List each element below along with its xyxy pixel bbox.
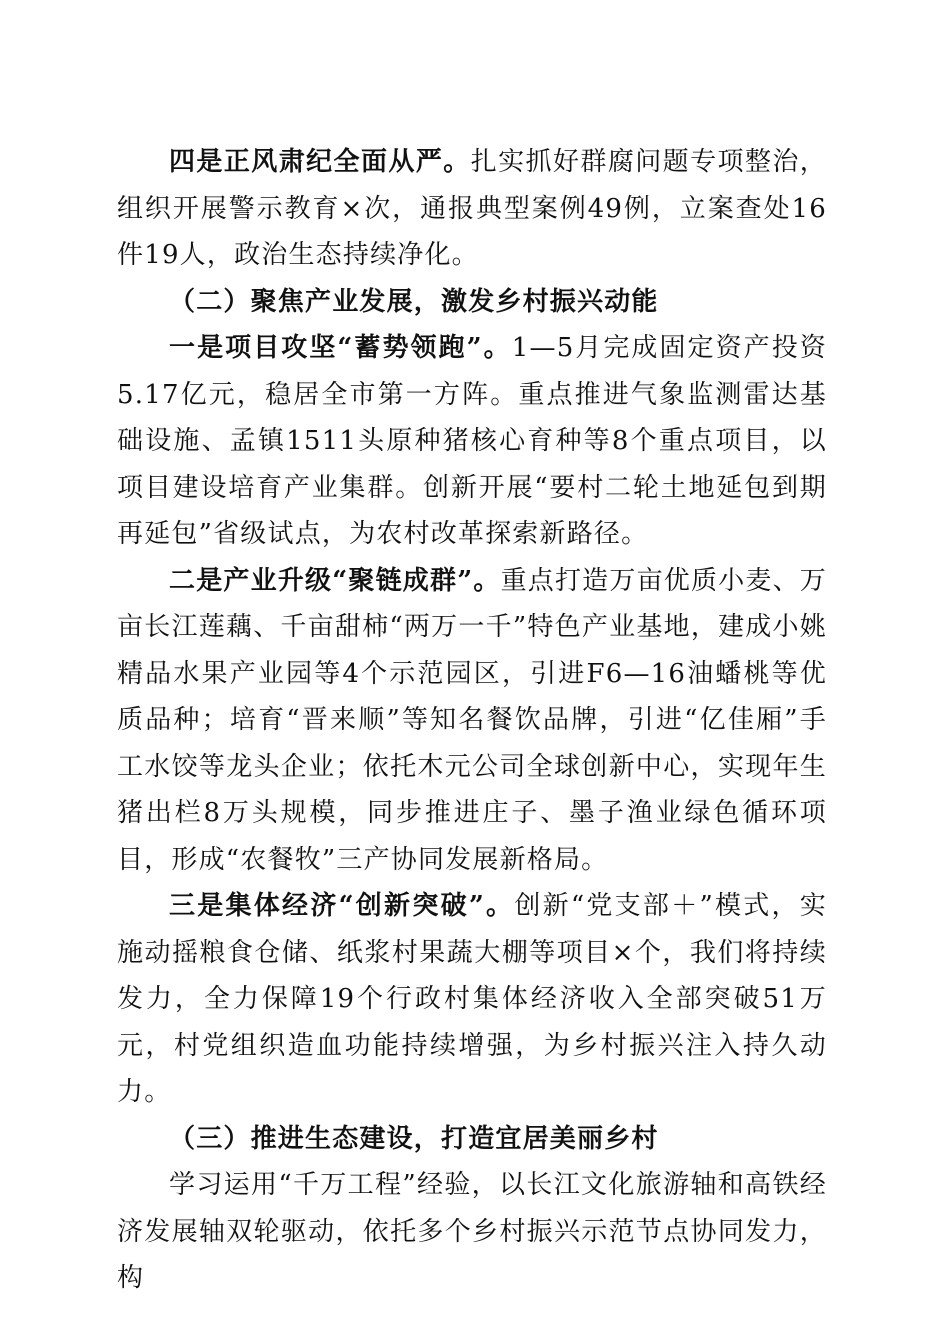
paragraph-industry-upgrade [117,558,827,884]
paragraph-text: 学习运用“千万工程”经验，以长江文化旅游轴和高铁经济发展轴双轮驱动，依托多个乡村振兴示范节点协同发力，构 [117,1170,827,1293]
paragraph-lead: 二是产业升级“聚链成群”。 [169,565,501,596]
section-heading-industry: （二）聚焦产业发展，激发乡村振兴动能 [169,286,659,317]
paragraph-collective-economy [117,883,827,1116]
paragraph-lead: 四是正风肃纪全面从严。 [169,147,471,177]
paragraph-ecology [117,1162,827,1302]
paragraph-lead: 一是项目攻坚“蓄势领跑”。 [169,333,512,363]
paragraph-projects [117,325,827,558]
paragraph-text: 创新“党支部＋”模式，实施动摇粮食仓储、纸浆村果蔬大棚等项目×个，我们将持续发力，全力保障19个行政村集体经济收入全部突破51万元，村党组织造血功能持续增强，为乡村振兴注入持久动力。 [117,891,827,1107]
paragraph-text: 扎实抓好群腐问题专项整治，组织开展警示教育×次，通报典型案例49例，立案查处16件19人，政治生态持续净化。 [117,147,827,270]
paragraph-lead: 三是集体经济“创新突破”。 [169,891,515,921]
paragraph-discipline [117,139,827,279]
paragraph-text: 重点打造万亩优质小麦、万亩长江莲藕、千亩甜柿“两万一千”特色产业基地，建成小姚精品水果产业园等4个示范园区，引进F6—16油蟠桃等优质品种；培育“晋来顺”等知名餐饮品牌，引进“亿佳厢”手工水饺等龙头企业；依托木元公司全球创新中心，实现年生猪出栏8万头规模，同步推进庄子、墨子渔业绿色循环项目，形成“农餐牧”三产协同发展新格局。 [117,565,827,875]
document-body [117,139,827,1302]
paragraph-text: 1—5月完成固定资产投资5.17亿元，稳居全市第一方阵。重点推进气象监测雷达基础设施、孟镇1511头原种猪核心育种等8个重点项目，以项目建设培育产业集群。创新开展“要村二轮土地延包到期再延包”省级试点，为农村改革探索新路径。 [117,333,828,549]
section-heading-ecology: （三）推进生态建设，打造宜居美丽乡村 [169,1123,659,1154]
